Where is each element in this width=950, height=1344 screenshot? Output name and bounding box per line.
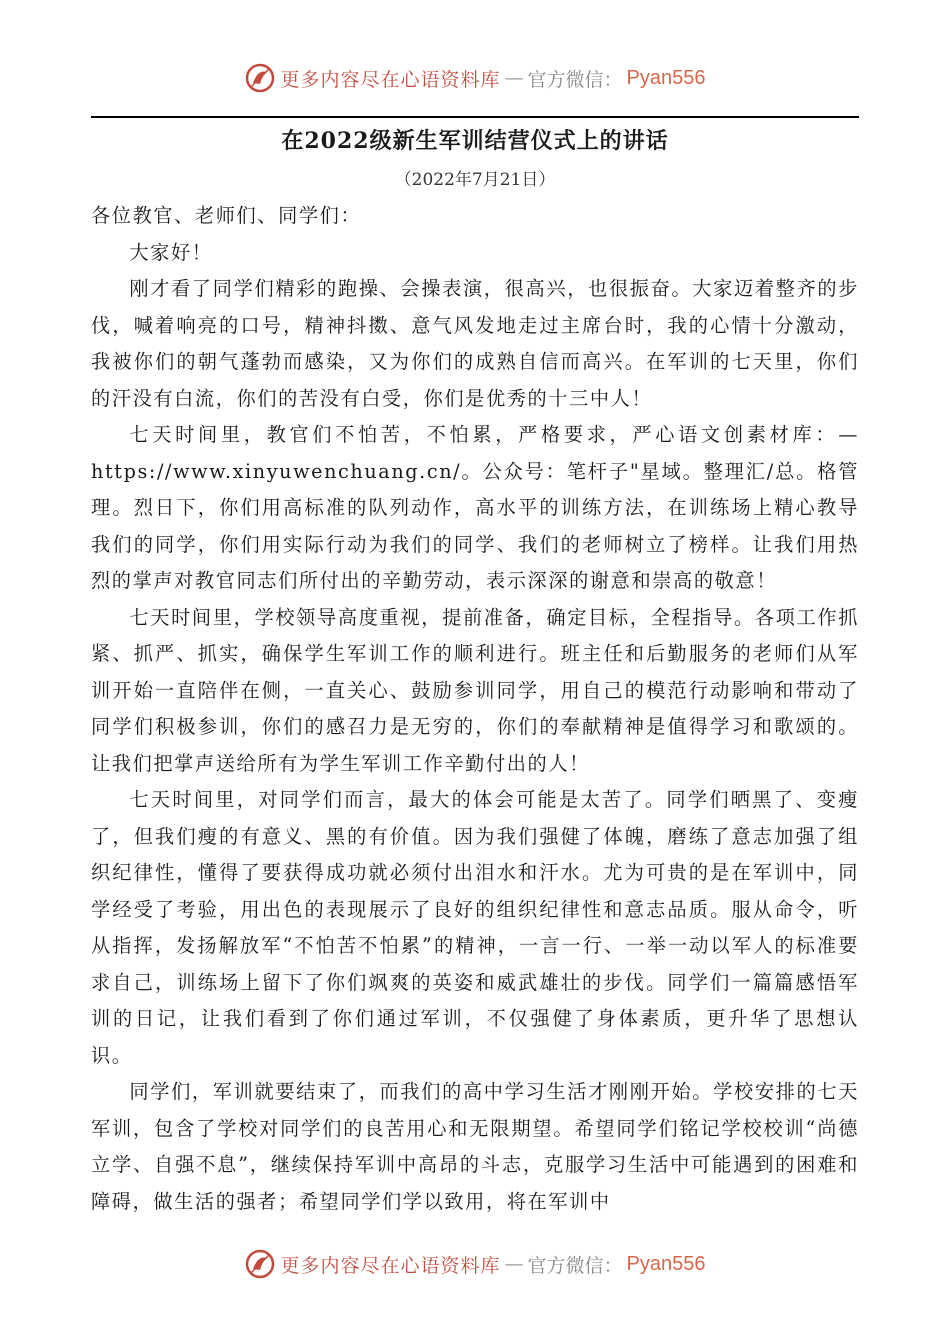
brand-logo-icon (245, 63, 275, 93)
paragraph: 七天时间里，学校领导高度重视，提前准备，确定目标，全程指导。各项工作抓紧、抓严、抓实，确保学生军训工作的顺利进行。班主任和后勤服务的老师们从军训开始一直陪伴在侧，一直关心、鼓励参训同学，用自己的模范行动影响和带动了同学们积极参训，你们的感召力是无穷的，你们的奉献精神是值得学习和歌颂的。让我们把掌声送给所有为学生军训工作辛勤付出的人！ (91, 605, 859, 775)
paragraph: 七天时间里，对同学们而言，最大的体会可能是太苦了。同学们晒黑了、变瘦了，但我们瘦的有意义、黑的有价值。因为我们强健了体魄，磨练了意志加强了组织纪律性，懂得了要获得成功就必须付出泪水和汗水。尤为可贵的是在军训中，同学经受了考验，用出色的表现展示了良好的组织纪律性和意志品质。服从命令，听从指挥，发扬解放军“不怕苦不怕累”的精神，一言一行、一举一动以军人的标准要求自己，训练场上留下了你们飒爽的英姿和威武雄壮的步伐。同学们一篇篇感悟军训的日记，让我们看到了你们通过军训，不仅强健了身体素质，更升华了思想认识。 (91, 788, 859, 1067)
document-date: （2022年7月21日） (394, 170, 556, 190)
banner-separator: — (504, 67, 524, 89)
document-body (91, 198, 859, 1220)
header-banner (0, 58, 950, 98)
banner-text: 更多内容尽在心语资料库 (280, 68, 501, 91)
paragraph: 刚才看了同学们精彩的跑操、会操表演，很高兴，也很振奋。大家迈着整齐的步伐，喊着响亮的口号，精神抖擞、意气风发地走过主席台时，我的心情十分激动，我被你们的朝气蓬勃而感染，又为你们的成熟自信而高兴。在军训的七天里，你们的汗没有白流，你们的苦没有白受，你们是优秀的十三中人！ (91, 277, 859, 410)
wechat-id: Pyan556 (626, 66, 706, 89)
header-rule (91, 116, 859, 118)
banner-separator: — (504, 1253, 524, 1275)
brand-logo-icon (245, 1249, 275, 1279)
footer-banner (0, 1244, 950, 1284)
wechat-id: Pyan556 (626, 1252, 706, 1275)
wechat-label: 官方微信： (527, 1254, 623, 1277)
paragraph: 同学们，军训就要结束了，而我们的高中学习生活才刚刚开始。学校安排的七天军训，包含了学校对同学们的良苦用心和无限期望。希望同学们铭记学校校训“尚德立学、自强不息”，继续保持军训中高昂的斗志，克服学习生活中可能遇到的困难和障碍，做生活的强者；希望同学们学以致用，将在军训中 (91, 1080, 859, 1213)
document-title: 在2022级新生军训结营仪式上的讲话 (281, 128, 669, 154)
salutation: 各位教官、老师们、同学们： (91, 204, 362, 227)
paragraph: 大家好！ (129, 240, 213, 264)
wechat-label: 官方微信： (527, 68, 623, 91)
banner-text: 更多内容尽在心语资料库 (280, 1254, 501, 1277)
paragraph: 七天时间里，教官们不怕苦，不怕累，严格要求，严心语文创素材库：—https://www.xinyuwenchuang.cn/。公众号：笔杆子"星域。整理汇/总。格管理。烈日下，你们用高标准的队列动作，高水平的训练方法，在训练场上精心教导我们的同学，你们用实际行动为我们的同学、我们的老师树立了榜样。让我们用热烈的掌声对教官同志们所付出的辛勤劳动，表示深深的谢意和崇高的敬意！ (91, 423, 859, 592)
